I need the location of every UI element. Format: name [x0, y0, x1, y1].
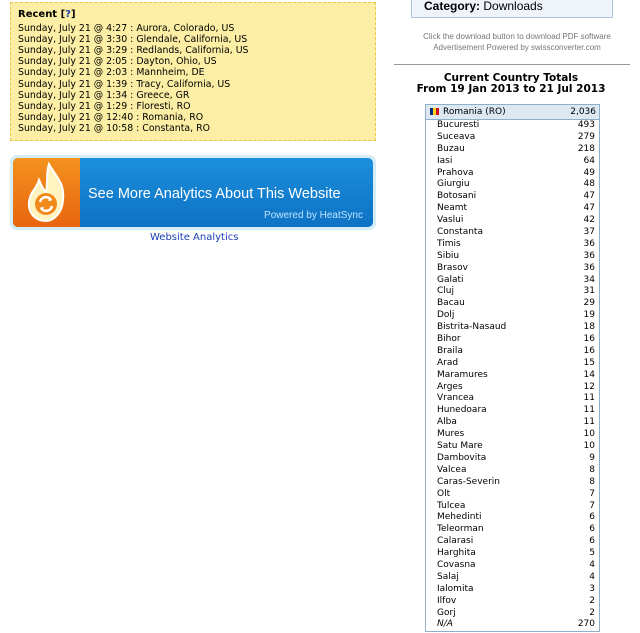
region-row: [426, 477, 599, 489]
region-count: 6: [589, 512, 595, 523]
region-row: [426, 453, 599, 465]
region-count: 11: [583, 393, 595, 404]
region-count: 12: [583, 381, 595, 392]
region-row: [426, 512, 599, 524]
region-count: 36: [583, 250, 595, 261]
recent-item: Sunday, July 21 @ 2:05 : Dayton, Ohio, US: [18, 56, 217, 68]
region-count: 16: [583, 334, 595, 345]
region-row: [426, 429, 599, 441]
country-totals-table: [425, 104, 600, 632]
region-name: Constanta: [437, 227, 483, 238]
region-count: 7: [589, 488, 595, 499]
region-row: [426, 132, 599, 144]
region-count: 47: [583, 203, 595, 214]
region-name: Harghita: [437, 548, 476, 559]
region-name: Covasna: [437, 559, 476, 570]
region-count: 14: [583, 369, 595, 380]
region-count: 4: [589, 571, 595, 582]
region-row: [426, 251, 599, 263]
region-name: Vrancea: [437, 393, 475, 404]
region-name: Caras-Severin: [437, 476, 500, 487]
region-count: 31: [583, 286, 595, 297]
region-row: [426, 179, 599, 191]
banner-powered-by: Powered by HeatSync: [264, 210, 363, 221]
region-count: 16: [583, 345, 595, 356]
ad-text-line1[interactable]: Click the download button to download PDF software: [423, 32, 611, 41]
region-row: [426, 608, 599, 620]
region-count: 10: [583, 429, 595, 440]
recent-item: Sunday, July 21 @ 3:29 : Redlands, California, US: [18, 45, 249, 57]
region-name: Hunedoara: [437, 405, 487, 416]
region-count: 6: [589, 524, 595, 535]
region-name: Satu Mare: [437, 441, 483, 452]
region-name: Maramures: [437, 369, 488, 380]
region-count: 15: [583, 357, 595, 368]
region-row: [426, 465, 599, 477]
region-row: [426, 560, 599, 572]
region-name: Ilfov: [437, 595, 457, 606]
region-count: 11: [583, 417, 595, 428]
region-count: 19: [583, 310, 595, 321]
category-box: [411, 0, 613, 18]
region-row: [426, 203, 599, 215]
region-row: [426, 215, 599, 227]
region-name: Teleorman: [437, 524, 484, 535]
recent-item: Sunday, July 21 @ 1:39 : Tracy, California, US: [18, 78, 231, 90]
region-count: 34: [583, 274, 595, 285]
region-name: Buzau: [437, 143, 465, 154]
region-name: Calarasi: [437, 536, 474, 547]
region-row: [426, 584, 599, 596]
region-name: Dambovita: [437, 452, 487, 463]
region-name: Neamt: [437, 203, 468, 214]
region-name: Timis: [437, 238, 461, 249]
region-row: [426, 156, 599, 168]
region-row: [426, 168, 599, 180]
region-name: Olt: [437, 488, 451, 499]
recent-item: Sunday, July 21 @ 2:03 : Mannheim, DE: [18, 67, 205, 79]
region-count: 5: [589, 548, 595, 559]
region-name: Arad: [437, 357, 459, 368]
region-count: 64: [583, 155, 595, 166]
region-count: 42: [583, 215, 595, 226]
region-row: [426, 275, 599, 287]
region-row: [426, 548, 599, 560]
region-row: [426, 417, 599, 429]
ad-text-line2[interactable]: Advertisement Powered by swissconverter.com: [433, 43, 601, 52]
region-count: 6: [589, 536, 595, 547]
country-header-row[interactable]: [426, 105, 599, 120]
region-name: Iasi: [437, 155, 453, 166]
region-row: [426, 120, 599, 132]
region-count: 36: [583, 238, 595, 249]
region-name: Galati: [437, 274, 464, 285]
banner-headline[interactable]: See More Analytics About This Website: [88, 186, 341, 202]
region-count: 18: [583, 322, 595, 333]
region-count: 29: [583, 298, 595, 309]
region-name: N/A: [437, 619, 453, 630]
region-row: [426, 524, 599, 536]
region-name: Prahova: [437, 167, 474, 178]
region-name: Mehedinti: [437, 512, 482, 523]
region-name: Ialomita: [437, 583, 474, 594]
region-name: Valcea: [437, 464, 467, 475]
region-count: 7: [589, 500, 595, 511]
region-name: Gorj: [437, 607, 456, 618]
recent-list: [18, 23, 375, 134]
region-name: Suceava: [437, 131, 476, 142]
region-count: 9: [589, 452, 595, 463]
region-row: [426, 346, 599, 358]
region-row: [426, 596, 599, 608]
banner-inner[interactable]: [13, 158, 373, 227]
region-name: Cluj: [437, 286, 454, 297]
region-row: [426, 358, 599, 370]
region-row: [426, 263, 599, 275]
region-name: Dolj: [437, 310, 455, 321]
region-name: Giurgiu: [437, 179, 470, 190]
region-count: 8: [589, 464, 595, 475]
region-row: [426, 227, 599, 239]
region-name: Bihor: [437, 334, 461, 345]
region-count: 10: [583, 441, 595, 452]
recent-item: Sunday, July 21 @ 1:29 : Floresti, RO: [18, 100, 191, 112]
region-name: Botosani: [437, 191, 477, 202]
region-name: Braila: [437, 345, 463, 356]
country-totals-range: From 19 Jan 2013 to 21 Jul 2013: [416, 83, 606, 95]
region-row: [426, 144, 599, 156]
region-name: Sibiu: [437, 250, 460, 261]
region-count: 11: [583, 405, 595, 416]
region-row: [426, 393, 599, 405]
region-row: [426, 370, 599, 382]
region-row: [426, 322, 599, 334]
heatsync-banner[interactable]: [10, 155, 376, 230]
region-count: 218: [577, 143, 595, 154]
region-count: 47: [583, 191, 595, 202]
category-value[interactable]: Downloads: [483, 0, 543, 13]
region-row: [426, 501, 599, 513]
region-name: Vaslui: [437, 215, 464, 226]
region-count: 2: [589, 595, 595, 606]
region-row: [426, 382, 599, 394]
region-name: Bistrita-Nasaud: [437, 322, 507, 333]
region-row: [426, 191, 599, 203]
recent-item: Sunday, July 21 @ 3:30 : Glendale, California, US: [18, 34, 248, 46]
recent-item: Sunday, July 21 @ 12:40 : Romania, RO: [18, 111, 204, 123]
region-count: 493: [577, 120, 595, 130]
region-count: 48: [583, 179, 595, 190]
recent-item: Sunday, July 21 @ 10:58 : Constanta, RO: [18, 122, 211, 134]
region-count: 2: [589, 607, 595, 618]
region-row: [426, 405, 599, 417]
recent-item: Sunday, July 21 @ 4:27 : Aurora, Colorado, US: [18, 23, 235, 35]
region-name: Tulcea: [437, 500, 466, 511]
region-row: [426, 619, 599, 631]
region-row: [426, 239, 599, 251]
country-totals-title: Current Country Totals: [443, 72, 579, 84]
region-count: 37: [583, 227, 595, 238]
region-count: 279: [577, 131, 595, 142]
region-row: [426, 286, 599, 298]
region-row: [426, 536, 599, 548]
flame-logo-icon: [13, 158, 80, 227]
recent-item: Sunday, July 21 @ 1:34 : Greece, GR: [18, 89, 190, 101]
recent-help-link[interactable]: ?: [65, 9, 71, 20]
region-count: 49: [583, 167, 595, 178]
region-row: [426, 334, 599, 346]
region-count: 8: [589, 476, 595, 487]
region-count: 270: [577, 619, 595, 630]
region-row: [426, 572, 599, 584]
region-count: 3: [589, 583, 595, 594]
country-name: Romania (RO): [443, 107, 506, 117]
region-name: Mures: [437, 429, 465, 440]
recent-title: Recent [?]: [18, 9, 76, 20]
romania-flag-icon: [430, 108, 439, 115]
region-row: [426, 441, 599, 453]
region-name: Bucuresti: [437, 120, 480, 130]
website-analytics-link[interactable]: Website Analytics: [150, 232, 239, 243]
region-count: 36: [583, 262, 595, 273]
region-row: [426, 310, 599, 322]
region-list: [426, 120, 599, 631]
region-name: Alba: [437, 417, 457, 428]
divider: [394, 64, 630, 65]
category-label: Category:: [424, 0, 481, 13]
region-count: 4: [589, 559, 595, 570]
region-name: Arges: [437, 381, 463, 392]
region-name: Bacau: [437, 298, 465, 309]
recent-visitors-panel: [10, 2, 376, 141]
region-name: Salaj: [437, 571, 459, 582]
country-count: 2,036: [570, 107, 596, 117]
region-name: Brasov: [437, 262, 468, 273]
region-row: [426, 489, 599, 501]
region-row: [426, 298, 599, 310]
